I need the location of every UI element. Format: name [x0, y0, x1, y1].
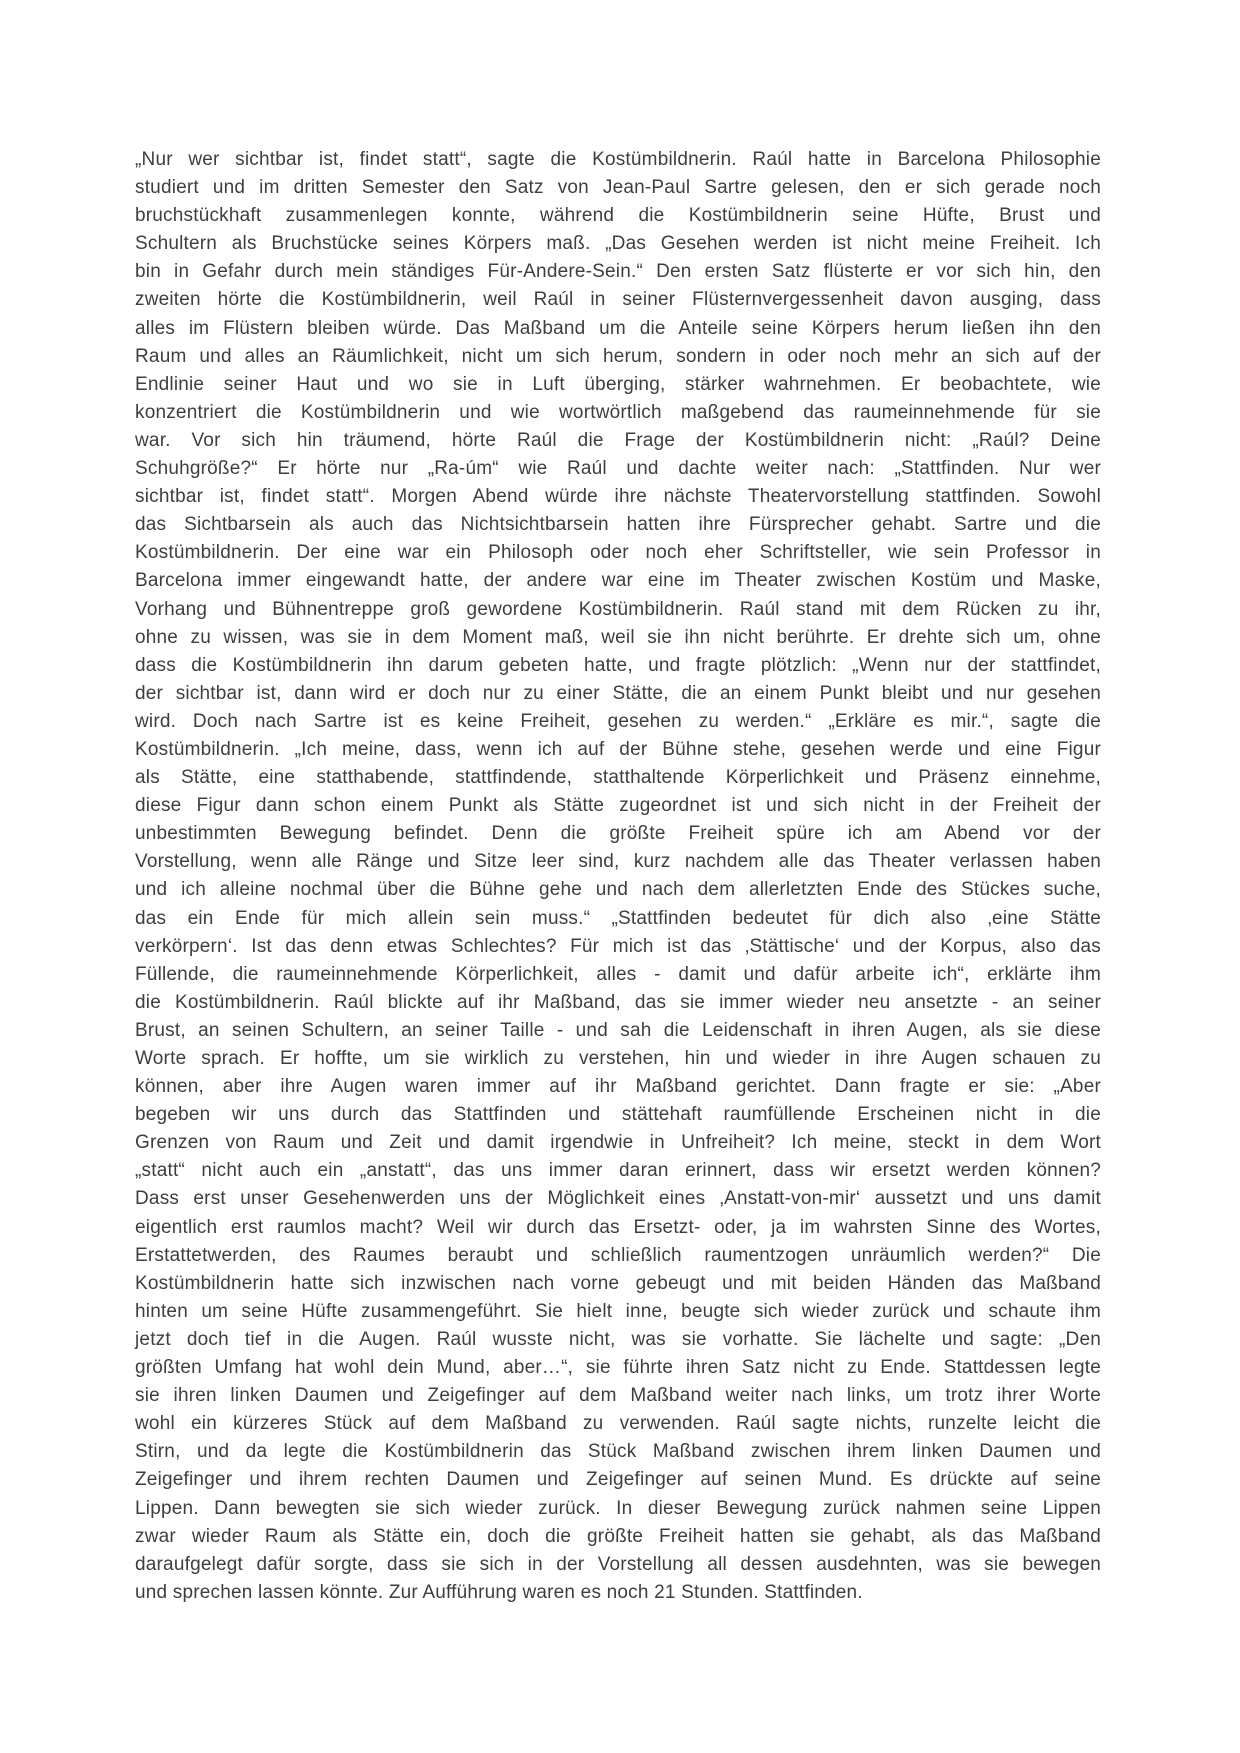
- text-line: wohl ein kürzeres Stück auf dem Maßband zu verwenden. Raúl sagte nichts, runzelte leicht die: [135, 1413, 1101, 1435]
- text-line: Brust, an seinen Schultern, an seiner Taille - und sah die Leidenschaft in ihren Augen, als sie diese: [135, 1019, 1101, 1041]
- text-line: „Nur wer sichtbar ist, findet statt“, sagte die Kostümbildnerin. Raúl hatte in Barcelona Philosophie: [135, 149, 1101, 170]
- text-line: sie ihren linken Daumen und Zeigefinger auf dem Maßband weiter nach links, um trotz ihrer Worte: [135, 1385, 1101, 1407]
- text-line: größten Umfang hat wohl dein Mund, aber…“, sie führte ihren Satz nicht zu Ende. Stattdessen legte: [135, 1357, 1101, 1379]
- text-line: und sprechen lassen könnte. Zur Aufführung waren es noch 21 Stunden. Stattfinden.: [135, 1581, 863, 1603]
- text-line: bin in Gefahr durch mein ständiges Für-Andere-Sein.“ Den ersten Satz flüsterte er vor sich hin, den: [135, 261, 1101, 283]
- text-line: Füllende, die raumeinnehmende Körperlichkeit, alles - damit und dafür arbeite ich“, erklärte ihm: [135, 963, 1101, 985]
- text-line: Kostümbildnerin. „Ich meine, dass, wenn ich auf der Bühne stehe, gesehen werde und eine Figur: [135, 738, 1101, 760]
- text-line: Erstattetwerden, des Raumes beraubt und schließlich raumentzogen unräumlich werden?“ Die: [135, 1244, 1101, 1266]
- text-line: daraufgelegt dafür sorgte, dass sie sich in der Vorstellung all dessen ausdehnten, was sie bewegen: [135, 1553, 1101, 1575]
- text-line: Dass erst unser Gesehenwerden uns der Möglichkeit eines ‚Anstatt-von-mir‘ aussetzt und uns damit: [135, 1188, 1101, 1210]
- text-line: unbestimmten Bewegung befindet. Denn die größte Freiheit spüre ich am Abend vor der: [135, 823, 1101, 845]
- text-line: Grenzen von Raum und Zeit und damit irgendwie in Unfreiheit? Ich meine, steckt in dem Wort: [135, 1132, 1101, 1154]
- text-line: Raum und alles an Räumlichkeit, nicht um sich herum, sondern in oder noch mehr an sich auf der: [135, 345, 1101, 367]
- text-line: war. Vor sich hin träumend, hörte Raúl die Frage der Kostümbildnerin nicht: „Raúl? Deine: [135, 429, 1101, 451]
- text-line: das Sichtbarsein als auch das Nichtsichtbarsein hatten ihre Fürsprecher gehabt. Sartre und die: [135, 514, 1101, 536]
- text-line: das ein Ende für mich allein sein muss.“ „Stattfinden bedeutet für dich also ‚eine Stätte: [135, 907, 1101, 929]
- text-line: ohne zu wissen, was sie in dem Moment maß, weil sie ihn nicht berührte. Er drehte sich um, ohne: [135, 626, 1101, 648]
- text-line: Worte sprach. Er hoffte, um sie wirklich zu verstehen, hin und wieder in ihre Augen schauen zu: [135, 1048, 1101, 1069]
- text-line: Vorstellung, wenn alle Ränge und Sitze leer sind, kurz nachdem alle das Theater verlassen haben: [135, 851, 1101, 873]
- text-line: Stirn, und da legte die Kostümbildnerin das Stück Maßband zwischen ihrem linken Daumen und: [135, 1441, 1101, 1463]
- text-line: Kostümbildnerin. Der eine war ein Philosoph oder noch eher Schriftsteller, wie sein Professor in: [135, 542, 1101, 564]
- text-line: zweiten hörte die Kostümbildnerin, weil Raúl in seiner Flüsternvergessenheit davon ausging, dass: [135, 289, 1101, 311]
- body-text: [135, 146, 1101, 1607]
- text-line: „statt“ nicht auch ein „anstatt“, das uns immer daran erinnert, dass wir ersetzt werden können?: [135, 1160, 1101, 1182]
- text-line: die Kostümbildnerin. Raúl blickte auf ihr Maßband, das sie immer wieder neu ansetzte - an seiner: [135, 991, 1101, 1013]
- text-line: der sichtbar ist, dann wird er doch nur zu einer Stätte, die an einem Punkt bleibt und nur gesehen: [135, 682, 1101, 704]
- text-line: alles im Flüstern bleiben würde. Das Maßband um die Anteile seine Körpers herum ließen ihn den: [135, 317, 1101, 339]
- text-line: bruchstückhaft zusammenlegen konnte, während die Kostümbildnerin seine Hüfte, Brust und: [135, 205, 1101, 227]
- text-line: konzentriert die Kostümbildnerin und wie wortwörtlich maßgebend das raumeinnehmende für sie: [135, 401, 1101, 423]
- text-line: hinten um seine Hüfte zusammengeführt. Sie hielt inne, beugte sich wieder zurück und schaute ihm: [135, 1300, 1101, 1322]
- text-line: dass die Kostümbildnerin ihn darum gebeten hatte, und fragte plötzlich: „Wenn nur der stattfindet,: [135, 654, 1101, 676]
- text-line: und ich alleine nochmal über die Bühne gehe und nach dem allerletzten Ende des Stückes suche,: [135, 879, 1101, 901]
- text-line: Barcelona immer eingewandt hatte, der andere war eine im Theater zwischen Kostüm und Maske,: [135, 570, 1101, 592]
- text-line: eigentlich erst raumlos macht? Weil wir durch das Ersetzt- oder, ja im wahrsten Sinne des Wortes,: [135, 1216, 1101, 1238]
- text-line: Endlinie seiner Haut und wo sie in Luft überging, stärker wahrnehmen. Er beobachtete, wie: [135, 373, 1101, 395]
- text-line: Zeigefinger und ihrem rechten Daumen und Zeigefinger auf seinen Mund. Es drückte auf seine: [135, 1469, 1101, 1491]
- text-line: Kostümbildnerin hatte sich inzwischen nach vorne gebeugt und mit beiden Händen das Maßband: [135, 1272, 1101, 1294]
- text-line: Schultern als Bruchstücke seines Körpers maß. „Das Gesehen werden ist nicht meine Freiheit. Ich: [135, 233, 1101, 255]
- text-line: können, aber ihre Augen waren immer auf ihr Maßband gerichtet. Dann fragte er sie: „Aber: [135, 1076, 1101, 1098]
- text-line: Schuhgröße?“ Er hörte nur „Ra-úm“ wie Raúl und dachte weiter nach: „Stattfinden. Nur wer: [135, 458, 1101, 480]
- text-line: zwar wieder Raum als Stätte ein, doch die größte Freiheit hatten sie gehabt, als das Maßband: [135, 1525, 1101, 1547]
- text-line: Vorhang und Bühnentreppe groß gewordene Kostümbildnerin. Raúl stand mit dem Rücken zu ihr,: [135, 598, 1101, 620]
- text-line: studiert und im dritten Semester den Satz von Jean-Paul Sartre gelesen, den er sich gerade noch: [135, 177, 1101, 199]
- text-line: begeben wir uns durch das Stattfinden und stättehaft raumfüllende Erscheinen nicht in die: [135, 1104, 1101, 1126]
- text-line: verkörpern‘. Ist das denn etwas Schlechtes? Für mich ist das ‚Stättische‘ und der Korpus, also das: [135, 935, 1101, 957]
- text-line: jetzt doch tief in die Augen. Raúl wusste nicht, was sie vorhatte. Sie lächelte und sagte: „Den: [135, 1328, 1101, 1350]
- text-line: wird. Doch nach Sartre ist es keine Freiheit, gesehen zu werden.“ „Erkläre es mir.“, sagte die: [135, 710, 1101, 732]
- text-line: sichtbar ist, findet statt“. Morgen Abend würde ihre nächste Theatervorstellung stattfinden. Sowohl: [135, 486, 1101, 508]
- text-line: diese Figur dann schon einem Punkt als Stätte zugeordnet ist und sich nicht in der Freiheit der: [135, 795, 1101, 817]
- text-line: als Stätte, eine statthabende, stattfindende, statthaltende Körperlichkeit und Präsenz einnehme,: [135, 767, 1101, 789]
- text-line: Lippen. Dann bewegten sie sich wieder zurück. In dieser Bewegung zurück nahmen seine Lippen: [135, 1497, 1101, 1519]
